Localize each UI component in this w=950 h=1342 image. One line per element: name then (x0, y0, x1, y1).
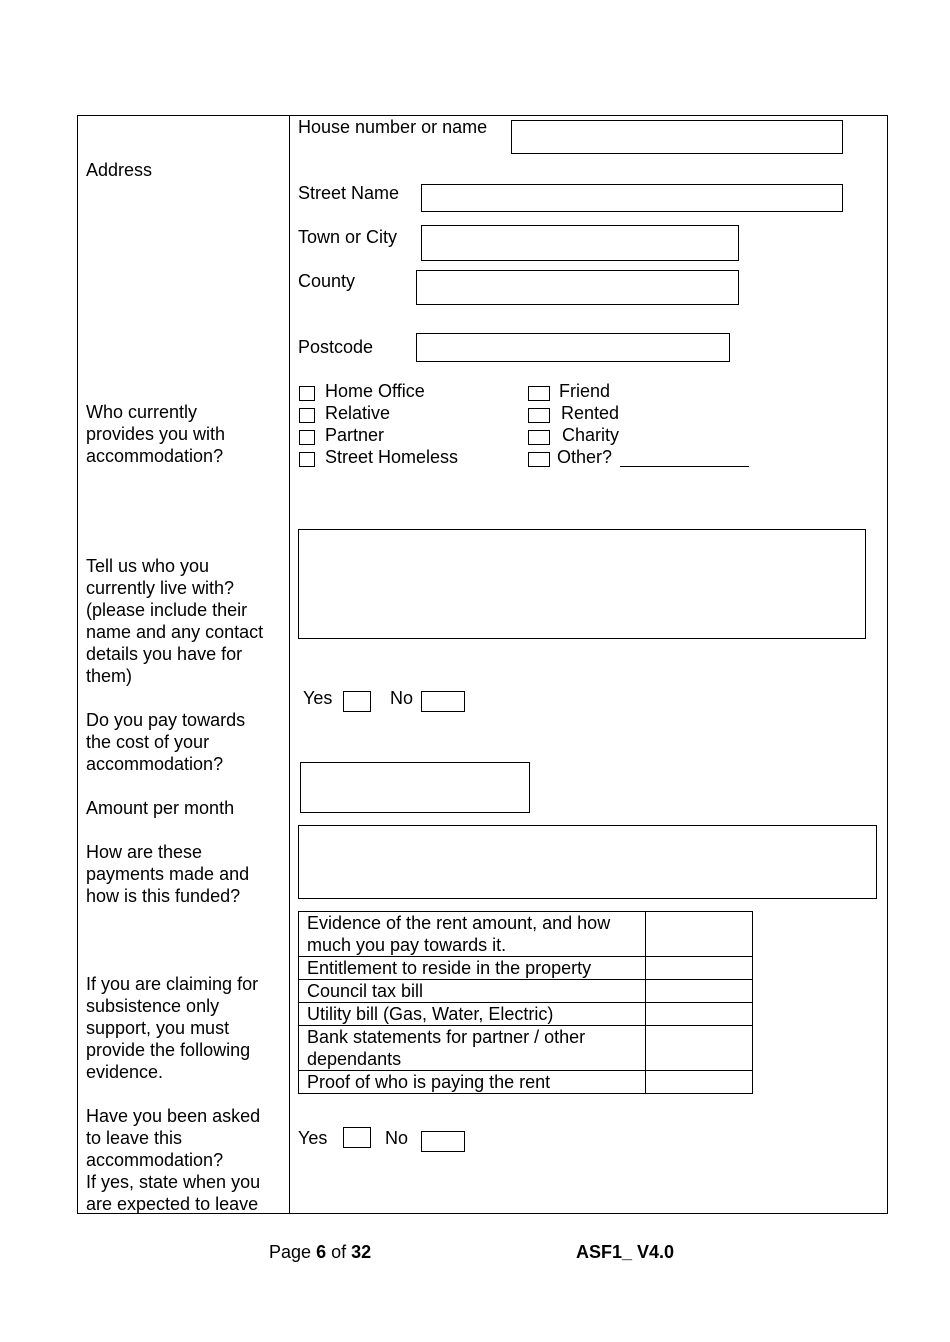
postcode-input[interactable] (416, 333, 730, 362)
town-label: Town or City (298, 227, 398, 247)
checkbox-other[interactable] (528, 452, 550, 467)
checkbox-friend[interactable] (528, 386, 550, 401)
evidence-item: Bank statements for partner / other dependants (299, 1026, 646, 1071)
evidence-check-cell[interactable] (646, 980, 753, 1003)
option-home-office: Home Office (325, 381, 425, 401)
leave-no-label: No (385, 1128, 409, 1148)
payments-input[interactable] (298, 825, 877, 899)
house-input[interactable] (511, 120, 843, 154)
option-partner: Partner (325, 425, 385, 445)
evidence-item: Entitlement to reside in the property (299, 957, 646, 980)
other-write-in-line[interactable] (620, 466, 749, 467)
postcode-label: Postcode (298, 337, 374, 357)
checkbox-rented[interactable] (528, 408, 550, 423)
evidence-table (298, 911, 753, 1094)
page-number: Page 6 of 32 (269, 1242, 372, 1262)
leave-no-checkbox[interactable] (421, 1131, 465, 1152)
county-label: County (298, 271, 356, 291)
checkbox-street-homeless[interactable] (299, 452, 315, 467)
pay-no-checkbox[interactable] (421, 691, 465, 712)
evidence-check-cell[interactable] (646, 957, 753, 980)
option-other: Other? (557, 447, 613, 467)
table-row (299, 1003, 753, 1026)
option-relative: Relative (325, 403, 391, 423)
amount-input[interactable] (300, 762, 530, 813)
document-id: ASF1_ V4.0 (576, 1242, 675, 1262)
street-label: Street Name (298, 183, 400, 203)
street-input[interactable] (421, 184, 843, 212)
option-rented: Rented (561, 403, 620, 423)
checkbox-relative[interactable] (299, 408, 315, 423)
evidence-check-cell[interactable] (646, 912, 753, 957)
house-label: House number or name (298, 117, 488, 137)
pay-yes-checkbox[interactable] (343, 691, 371, 712)
pay-no-label: No (390, 688, 414, 708)
checkbox-partner[interactable] (299, 430, 315, 445)
table-row (299, 1026, 753, 1071)
leave-yes-label: Yes (298, 1128, 328, 1148)
evidence-check-cell[interactable] (646, 1003, 753, 1026)
table-row (299, 1071, 753, 1094)
evidence-item: Utility bill (Gas, Water, Electric) (299, 1003, 646, 1026)
evidence-item: Council tax bill (299, 980, 646, 1003)
option-friend: Friend (559, 381, 611, 401)
evidence-item: Proof of who is paying the rent (299, 1071, 646, 1094)
evidence-check-cell[interactable] (646, 1071, 753, 1094)
table-row (299, 912, 753, 957)
live-with-input[interactable] (298, 529, 866, 639)
address-label: Address (86, 160, 153, 180)
county-input[interactable] (416, 270, 739, 305)
evidence-check-cell[interactable] (646, 1026, 753, 1071)
column-divider (289, 115, 290, 1214)
amount-label: Amount per month (86, 798, 235, 818)
checkbox-home-office[interactable] (299, 386, 315, 401)
checkbox-charity[interactable] (528, 430, 550, 445)
option-street-homeless: Street Homeless (325, 447, 459, 467)
evidence-item: Evidence of the rent amount, and how much you pay towards it. (299, 912, 646, 957)
table-row (299, 980, 753, 1003)
option-charity: Charity (562, 425, 620, 445)
town-input[interactable] (421, 225, 739, 261)
table-row (299, 957, 753, 980)
leave-yes-checkbox[interactable] (343, 1127, 371, 1148)
pay-yes-label: Yes (303, 688, 333, 708)
